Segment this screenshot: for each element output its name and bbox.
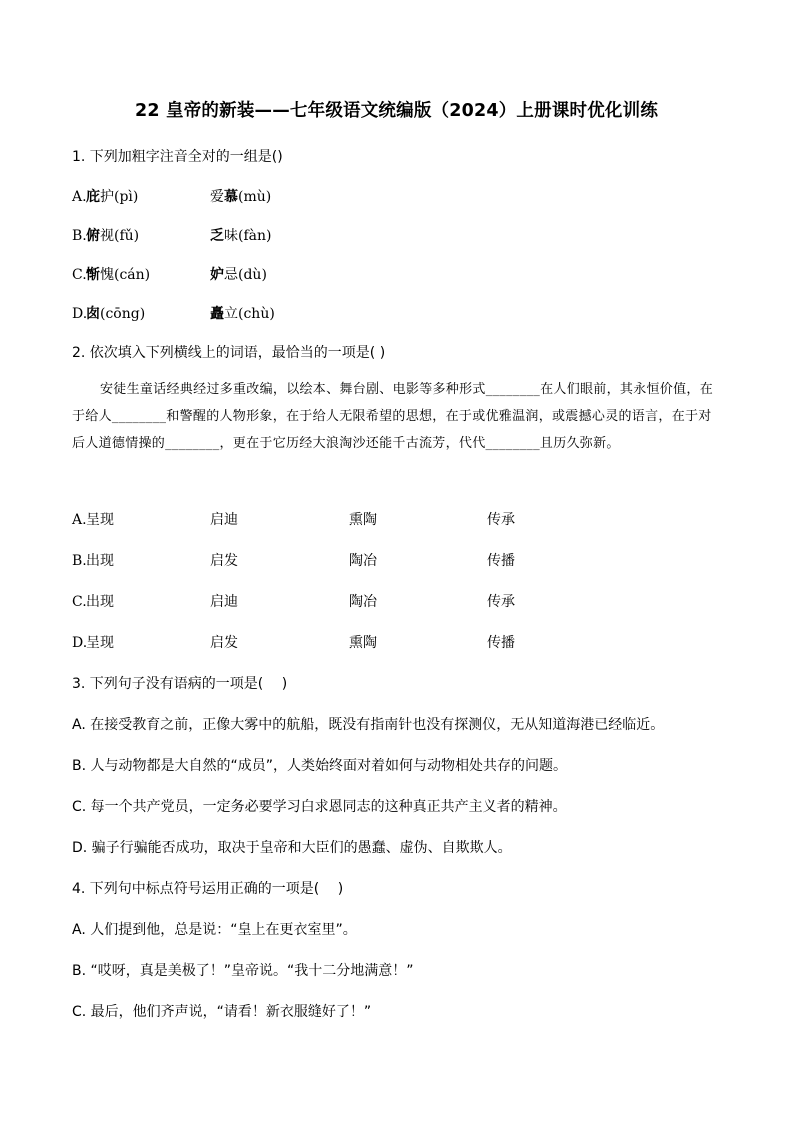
option-letter: A. [72,512,87,528]
pinyin-text: 立(chù) [224,306,275,322]
pinyin-text: 愧(cán) [100,267,151,283]
option-word: 熏陶 [349,512,377,528]
bold-char: 矗 [210,306,224,322]
q3-option-d: D. 骗子行骗能否成功，取决于皇帝和大臣们的愚蠢、虚伪、自欺欺人。 [72,840,512,856]
question-3-stem: 3. 下列句子没有语病的一项是( ) [72,676,288,692]
q4-option-c: C. 最后，他们齐声说，“请看！新衣服缝好了！” [72,1004,372,1020]
option-letter: D. [72,306,88,322]
option-word: 传承 [487,512,515,528]
question-4-stem: 4. 下列句中标点符号运用正确的一项是( ) [72,881,344,897]
q3-option-b: B. 人与动物都是大自然的“成员”，人类始终面对着如何与动物相处共存的问题。 [72,758,568,774]
option-letter: B. [72,228,87,244]
option-word: 传播 [487,635,515,651]
option-word: 呈现 [86,512,114,528]
option-letter: A. [72,189,87,205]
option-word: 熏陶 [349,635,377,651]
pinyin-text: 味(fàn) [224,228,272,244]
question-2-passage: 安徒生童话经典经过多重改编，以绘本、舞台剧、电影等多种形式________在人们眼前，其永恒价值，在于给人________和警醒的人物形象，在于给人无限希望的思想，在于或优雅温润，或震撼心灵的语言，在于对后人道德情操的________，更在于它历经大浪淘沙还能千古流芳，代代________且历久弥新。 [72,382,713,451]
option-word: 启迪 [210,594,238,610]
bold-char: 乏 [210,228,224,244]
question-1-stem: 1. 下列加粗字注音全对的一组是() [72,149,283,165]
pinyin-text: 护(pì) [100,189,139,205]
pinyin-text: (mù) [238,189,272,205]
bold-char: 俯 [86,228,100,244]
option-letter: C. [72,594,87,610]
option-word: 出现 [86,594,114,610]
option-word: 陶冶 [349,594,377,610]
option-letter: D. [72,635,88,651]
pinyin-text: 视(fǔ) [100,228,140,244]
option-word: 启发 [210,553,238,569]
q3-option-a: A. 在接受教育之前，正像大雾中的航船，既没有指南针也没有探测仪，无从知道海港已经临近。 [72,717,665,733]
option-word: 出现 [86,553,114,569]
bold-char: 庇 [86,189,100,205]
plain-char: 爱 [210,189,224,205]
bold-char: 慕 [224,189,238,205]
pinyin-text: (cōng) [100,306,146,322]
q4-option-a: A. 人们提到他，总是说：“皇上在更衣室里”。 [72,922,357,938]
question-2-stem: 2. 依次填入下列横线上的词语，最恰当的一项是( ) [72,345,386,361]
q3-option-c: C. 每一个共产党员，一定务必要学习白求恩同志的这种真正共产主义者的精神。 [72,799,567,815]
option-word: 传播 [487,553,515,569]
option-letter: B. [72,553,87,569]
option-letter: C. [72,267,87,283]
bold-char: 囱 [86,306,100,322]
q4-option-b: B. “哎呀，真是美极了！”皇帝说。“我十二分地满意！” [72,963,414,979]
option-word: 呈现 [86,635,114,651]
option-word: 启发 [210,635,238,651]
bold-char: 妒 [210,267,224,283]
document-title: 22 皇帝的新装——七年级语文统编版（2024）上册课时优化训练 [134,101,659,121]
option-word: 启迪 [210,512,238,528]
option-word: 陶冶 [349,553,377,569]
bold-char: 惭 [86,267,100,283]
pinyin-text: 忌(dù) [224,267,267,283]
option-word: 传承 [487,594,515,610]
